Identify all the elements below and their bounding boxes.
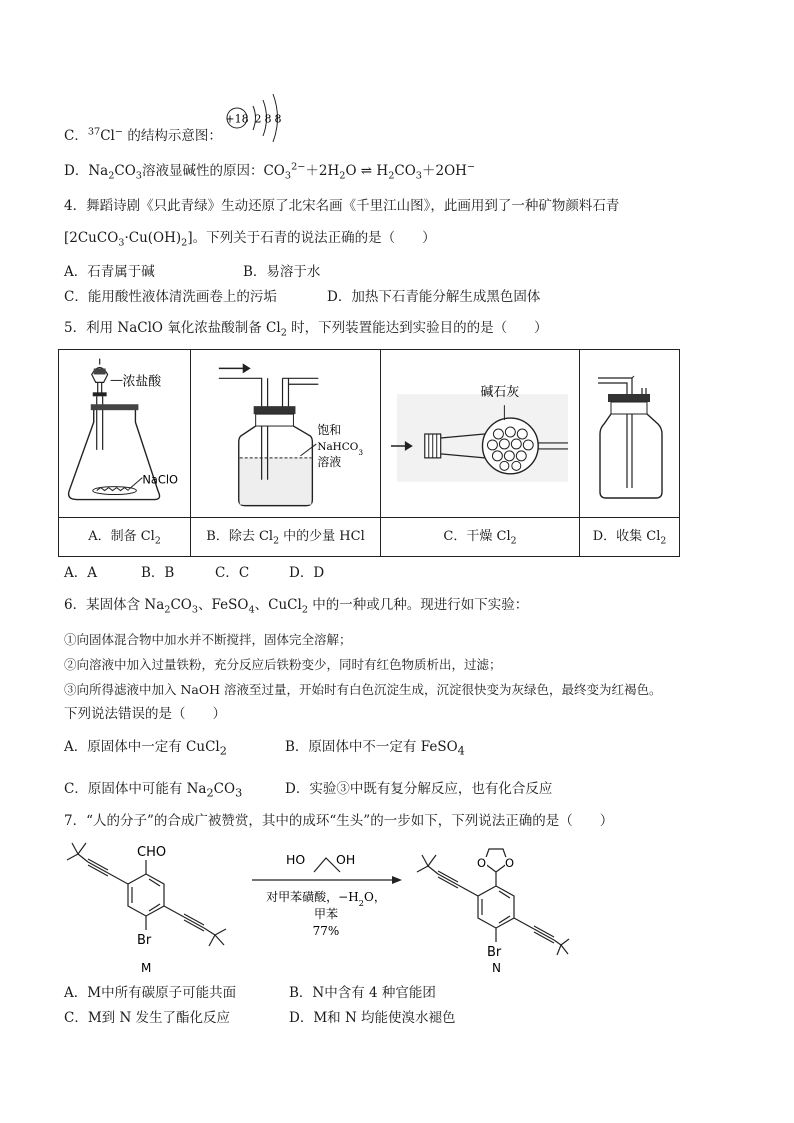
reaction-arrow [252, 852, 402, 938]
q4-option-c[interactable]: C．能用酸性液体清洗画卷上的污垢 [64, 289, 277, 305]
generation-flask-drawing [59, 350, 190, 520]
svg-text:77%: 77% [312, 924, 340, 938]
acetal-formation-scheme [64, 836, 570, 976]
svg-text:2: 2 [254, 112, 262, 126]
apparatus-caption-c: C．干燥 $Cl_2$ [381, 517, 579, 556]
q6-question: 下列说法错误的是（ ） [64, 706, 226, 722]
q4-option-b[interactable]: B．易溶于水 [243, 264, 321, 280]
svg-text:对甲苯磺酸，−H2O，: 对甲苯磺酸，$-H_2O$， [266, 890, 386, 908]
q3-option-d: D．$Na_2CO_3$溶液显碱性的原因：$CO_3^{2-}+2H_2O$ ⇌ $H_2CO_3+2OH^-$ [64, 161, 476, 182]
svg-text:OH: OH [336, 852, 356, 867]
svg-text:CHO: CHO [137, 845, 167, 860]
apparatus-cell-c [381, 350, 580, 556]
apparatus-caption-a: A．制备 $Cl_2$ [59, 517, 190, 556]
q7-stem: 7．“人的分子”的合成广被赞赏，其中的成环“生头”的一步如下，下列说法正确的是（ ） [64, 813, 614, 829]
apparatus-table [58, 349, 680, 557]
svg-text:碱石灰: 碱石灰 [480, 385, 520, 401]
q6-option-d[interactable]: D．实验③中既有复分解反应，也有化合反应 [285, 781, 553, 797]
q7-option-c[interactable]: C．M到 N 发生了酯化反应 [64, 1010, 231, 1026]
apparatus-caption-d: D．收集 $Cl_2$ [580, 517, 679, 556]
q4-stem-line2: $[2CuCO_3\cdot Cu(OH)_2]$。下列关于石青的说法正确的是（ ） [64, 230, 436, 249]
q5-option-b[interactable]: B．B [141, 565, 175, 581]
q3-option-c: C．$^{37}$Cl− 的结构示意图： [64, 126, 222, 144]
svg-text:饱和: 饱和 [317, 423, 342, 438]
svg-text:NaHCO3: NaHCO$_3$ [317, 440, 364, 457]
q5-option-d[interactable]: D．D [289, 565, 325, 581]
svg-text:8: 8 [274, 112, 282, 126]
svg-text:浓盐酸: 浓盐酸 [122, 374, 162, 390]
q5-stem: 5．利用 NaClO 氧化浓盐酸制备 $Cl_2$ 时，下列装置能达到实验目的的是（ ） [64, 320, 548, 339]
apparatus-caption-b: B．除去 $Cl_2$ 中的少量 HCl [191, 517, 380, 556]
q6-option-a[interactable]: A．原固体中一定有 CuCl$_2$ [64, 739, 227, 758]
collection-bottle-drawing [580, 350, 679, 520]
drying-tube-drawing [381, 350, 579, 520]
q4-stem-line1: 4．舞蹈诗剧《只此青绿》生动还原了北宋名画《千里江山图》，此画用到了一种矿物颜料石青 [64, 198, 620, 214]
svg-text:NaClO: NaClO [142, 472, 179, 487]
svg-text:+18: +18 [225, 112, 249, 126]
svg-text:8: 8 [264, 112, 272, 126]
svg-text:溶液: 溶液 [317, 454, 342, 469]
svg-text:HO: HO [286, 852, 306, 867]
q7-option-a[interactable]: A．M中所有碳原子可能共面 [64, 985, 237, 1001]
svg-text:Br: Br [137, 933, 152, 948]
svg-text:N: N [492, 961, 501, 975]
apparatus-cell-a [59, 350, 191, 556]
q4-option-a[interactable]: A．石青属于碱 [64, 264, 155, 280]
q4-option-d[interactable]: D．加热下石青能分解生成黑色固体 [327, 289, 541, 305]
q6-stem: 6．某固体含 $Na_2CO_3$、FeSO$_4$、CuCl$_2$ 中的一种或几种。现进行如下实验： [64, 597, 529, 616]
q7-option-b[interactable]: B．N中含有 4 种官能团 [289, 985, 436, 1001]
q6-step-2: ②向溶液中加入过量铁粉，充分反应后铁粉变少，同时有红色物质析出，过滤； [64, 657, 502, 672]
svg-text:Br: Br [487, 945, 502, 960]
apparatus-cell-b [191, 350, 381, 556]
wash-bottle-drawing [191, 350, 380, 520]
q5-option-c[interactable]: C．C [215, 565, 250, 581]
q6-option-b[interactable]: B．原固体中不一定有 FeSO$_4$ [285, 739, 465, 758]
molecule-n-structure [417, 849, 569, 955]
svg-text:M: M [141, 961, 152, 975]
q5-option-a[interactable]: A．A [64, 565, 97, 581]
q6-option-c[interactable]: C．原固体中可能有 $Na_2CO_3$ [64, 781, 243, 800]
svg-text:O: O [477, 856, 487, 870]
apparatus-cell-d [580, 350, 679, 556]
svg-text:甲苯: 甲苯 [313, 907, 339, 921]
svg-text:O: O [505, 856, 515, 870]
q6-step-1: ①向固体混合物中加水并不断搅拌，固体完全溶解； [64, 632, 352, 647]
chlorine-atom-structure-diagram [220, 84, 292, 148]
q6-step-3: ③向所得滤液中加入 NaOH 溶液至过量，开始时有白色沉淀生成，沉淀很快变为灰绿色，最终变为红褐色。 [64, 682, 662, 697]
q7-option-d[interactable]: D．M和 N 均能使溴水褪色 [289, 1010, 456, 1026]
